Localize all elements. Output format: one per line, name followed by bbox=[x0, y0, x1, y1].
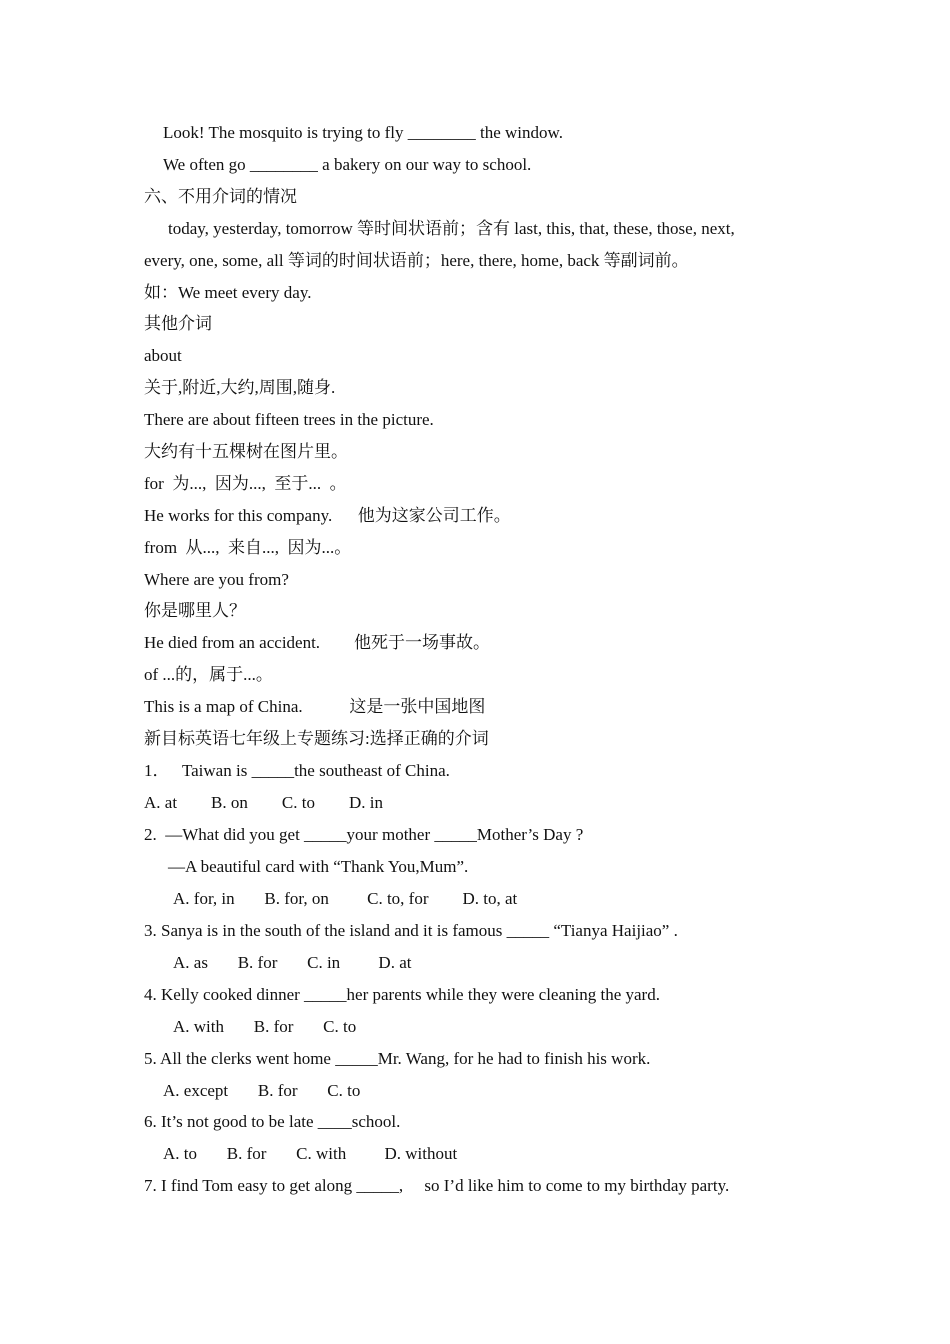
preposition-term-from: from 从..., 来自..., 因为...。 bbox=[144, 538, 352, 557]
example-sentence: There are about fifteen trees in the picture. bbox=[144, 410, 434, 429]
paragraph-line: today, yesterday, tomorrow 等时间状语前；含有 last, this, that, these, those, next, bbox=[168, 219, 735, 238]
preposition-term-about: about bbox=[144, 346, 182, 365]
question-5: 5. All the clerks went home _____Mr. Wang, for he had to finish his work. bbox=[144, 1049, 651, 1068]
example-translation: 你是哪里人？ bbox=[144, 601, 246, 620]
example-sentence: 如：We meet every day. bbox=[144, 283, 312, 302]
question-1-options: A. at B. on C. to D. in bbox=[144, 793, 383, 812]
exercise-title: 新目标英语七年级上专题练习:选择正确的介词 bbox=[144, 729, 489, 748]
question-2-options: A. for, in B. for, on C. to, for D. to, at bbox=[173, 889, 518, 908]
question-3: 3. Sanya is in the south of the island and it is famous _____ “Tianya Haijiao” . bbox=[144, 921, 678, 940]
preposition-meaning: 关于,附近,大约,周围,随身. bbox=[144, 378, 336, 397]
question-2-answer-line: —A beautiful card with “Thank You,Mum”. bbox=[168, 857, 469, 876]
question-4: 4. Kelly cooked dinner _____her parents while they were cleaning the yard. bbox=[144, 985, 660, 1004]
question-2: 2. —What did you get _____your mother _____Mother’s Day ? bbox=[144, 825, 584, 844]
question-3-options: A. as B. for C. in D. at bbox=[173, 953, 412, 972]
question-5-options: A. except B. for C. to bbox=[163, 1081, 361, 1100]
sentence-mosquito: Look! The mosquito is trying to fly ________ the window. bbox=[163, 123, 563, 142]
preposition-term-of: of ...的，属于...。 bbox=[144, 665, 273, 684]
paragraph-line: every, one, some, all 等词的时间状语前；here, there, home, back 等副词前。 bbox=[144, 251, 689, 270]
sentence-bakery: We often go ________ a bakery on our way to school. bbox=[163, 155, 532, 174]
question-7: 7. I find Tom easy to get along _____, so I’d like him to come to my birthday party. bbox=[144, 1176, 730, 1195]
question-6-options: A. to B. for C. with D. without bbox=[163, 1144, 458, 1163]
preposition-term-for: for 为..., 因为..., 至于... 。 bbox=[144, 474, 347, 493]
question-1: 1． Taiwan is _____the southeast of China. bbox=[144, 761, 450, 780]
question-4-options: A. with B. for C. to bbox=[173, 1017, 357, 1036]
example-sentence: He died from an accident. 他死于一场事故。 bbox=[144, 633, 491, 652]
example-translation: 大约有十五棵树在图片里。 bbox=[144, 442, 348, 461]
example-sentence: This is a map of China. 这是一张中国地图 bbox=[144, 697, 486, 716]
section-heading-no-preposition: 六、不用介词的情况 bbox=[144, 187, 297, 206]
section-heading-other-prepositions: 其他介词 bbox=[144, 314, 212, 333]
example-sentence: He works for this company. 他为这家公司工作。 bbox=[144, 506, 511, 525]
example-sentence: Where are you from? bbox=[144, 570, 289, 589]
question-6: 6. It’s not good to be late ____school. bbox=[144, 1112, 401, 1131]
